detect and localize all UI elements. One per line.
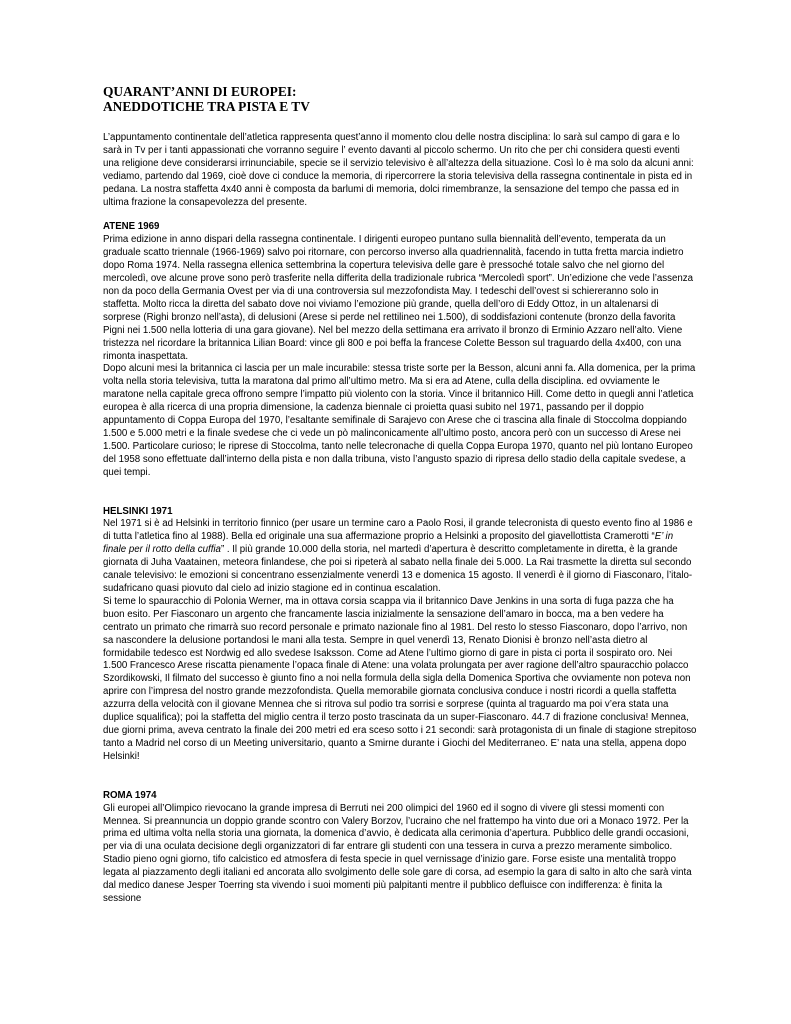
section-heading: ROMA 1974 [103, 789, 157, 801]
section-paragraph: Si teme lo spauracchio di Polonia Werner, ma in ottava corsia scappa via il britannico Dave Jenkins in una sorta di fuga pazza che ha buon esito. Per Fiasconaro un argento che francamente lascia inizialmente la sensazione dell’amaro in bocca, ma a ben vedere ha centrato un primato che rimarrà suo record personale e primato nazionale fino al 1981. Del resto lo stesso Fiasconaro, dopo l’arrivo, non sa nascondere la delusione portandosi le mani alla testa. Sempre in quel venerdì 13, Renato Dionisi è bronzo nell’asta dietro al formidabile tedesco est Nordwig ed allo svedese Isaksson. Come ad Atene l’ultimo giorno di gare in pista ci porta il sospirato oro. Nei 1.500 Francesco Arese riscatta pienamente l’opaca finale di Atene: una volata prolungata per aver ragione dell’altro spauracchio polacco Szordikowski, Il filmato del successo è giunto fino a noi nella formula della sigla della Domenica Sportiva che ovviamente non poteva non aprire con l’impresa del nostro grande mezzofondista. Quella memorabile giornata conclusiva conduce i nostri ricordi a quella staffetta azzurra della velocità con il giovane Mennea che si ritrova sul podio tra sorrisi e sorprese (quinta al traguardo ma poi v’era stata una duplice squalifica); poi la staffetta del miglio centra il terzo posto trascinata da un super-Fiasconaro. 44.7 di frazione conclusiva! Mennea, due giorni prima, aveva centrato la finale dei 200 metri ed era sceso sotto i 21 secondi: sarà protagonista di un finale di stagione strepitoso tanto a Madrid nel corso di un Meeting universitario, quanto a Smirne durante i Giochi del Mediterraneo. E’ nata una stella, appena dopo Helsinki! [103, 595, 697, 762]
section-heading: ATENE 1969 [103, 221, 160, 233]
section-paragraph: Prima edizione in anno dispari della rassegna continentale. I dirigenti europeo puntano sulla biennalità dell’evento, temperata da un graduale scatto triennale (1966-1969) salvo poi ritornare, con percorso inverso alla quadriennalità, facendo in tutta fretta marcia indietro dopo Roma 1974. Nella rassegna ellenica settembrina la copertura televisiva delle gare è pressoché totale salvo che nel giorno del mercoledì, ove alcune prove sono però trasferite nella differita della tradizionale rubrica “Mercoledì sport”. Un’edizione che vede l’assenza non da poco della Germania Ovest per via di una controversia sul mezzofondista May. I tedeschi dell’ovest si schiereranno solo in staffetta. Molto ricca la diretta del sabato dove noi viviamo l’emozione più grande, quella dell’oro di Eddy Ottoz, in un altalenarsi di sorprese (Righi bronzo nell’asta), di delusioni (Arese si perde nel rettilineo nei 1.500), di soddisfazioni contenute (bronzo della favorita Pigni nei 1.500 nella lotteria di una gara giovane). Nel bel mezzo della settimana era arrivato il bronzo di Erminio Azzaro nell’alto. Viene tristezza nel ricordare la britannica Lilian Board: vince gli 800 e poi beffa la francese Colette Besson sul traguardo della 4x400, con una rimonta inaspettata. [103, 234, 693, 362]
section-atene-1969 [103, 221, 697, 479]
document-title [103, 84, 697, 114]
intro-paragraph: L’appuntamento continentale dell’atletica rappresenta quest’anno il momento clou delle nostra disciplina: lo sarà sul campo di gara e lo sarà in Tv per i tanti appassionati che vorranno seguire l’ evento davanti al piccolo schermo. Un rito che per chi considera questi eventi una religione deve considerarsi irrinunciabile, specie se il servizio televisivo è all’altezza della situazione. Così lo è ma solo da alcuni anni: vediamo, partendo dal 1969, cioè dove ci conduce la memoria, di ripercorrere la storia televisiva della rassegna continentale in pista ed in pedana. La nostra staffetta 4x40 anni è composta da barlumi di memoria, dolci rimembranze, la sensazione del tempo che passa ed in ultima frazione la consapevolezza del presente. [103, 132, 694, 208]
section-paragraph: Gli europei all’Olimpico rievocano la grande impresa di Berruti nei 200 olimpici del 1960 ed il sogno di vivere gli stessi momenti con Mennea. Si preannuncia un doppio grande scontro con Valery Borzov, l’ucraino che nel frattempo ha vinto due ori a Monaco 1972. Per la prima ed ultima volta nella storia una giornata, la domenica d’avvio, è dedicata alla cerimonia d’apertura. Pubblico delle grandi occasioni, per via di una oculata decisione degli organizzatori di far entrare gli studenti con una tessera in curva a prezzo meramente simbolico. Stadio pieno ogni giorno, tifo calcistico ed atmosfera di festa specie in quel vernissage d’inizio gare. Forse esiste una mentalità troppo legata al piazzamento degli italiani ed ancorata allo svolgimento delle sole gare di corsa, ad esempio la gara di salto in alto che sarà vinta dal medico danese Jesper Toerring sta vivendo i suoi momenti più palpitanti mentre il pubblico defluisce con indifferenza: è finita la sessione [103, 802, 692, 904]
section-heading: HELSINKI 1971 [103, 505, 173, 517]
section-paragraph: Dopo alcuni mesi la britannica ci lascia per un male incurabile: stessa triste sorte per la Besson, alcuni anni fa. Alla domenica, per la prima volta nella storia televisiva, tutta la maratona dal primo all’ultimo metro. Ma si era ad Atene, culla della disciplina. ed ovviamente le maratone nella capitale greca offrono sempre l’impatto più violento con la storia. Vince il britannico Hill. Come detto in quegli anni l’atletica europea è alla ricerca di una propria dimensione, la cadenza biennale ci proietta quasi subito nel 1971, passando per il doppio appuntamento di Coppa Europa del 1970, l’esaltante semifinale di Sarajevo con Arese che ci trascina alla finale di Stoccolma doppiando 1.500 e 5.000 metri e la finale svedese che ci vede un pò malinconicamente all’ultimo posto, ancora però con un successo di Arese nei 1.500. Particolare curioso; le riprese di Stoccolma, tanto nelle telecronache di quella Coppa Europa 1970, quanto nel più lontano Europeo del 1958 sono effettuate dall’interno della pista e non dalla tribuna, visto l’angusto spazio di ripresa dello stadio della capitale svedese, a quei tempi. [103, 363, 696, 478]
section-helsinki-1971 [103, 506, 697, 764]
section-paragraph [103, 518, 697, 595]
document-page [103, 84, 697, 906]
text-run: ” . Il più grande 10.000 della storia, nel martedì d’apertura è descritto completamente in diretta, è la grande giornata di Juha Vaatainen, meteora finlandese, che poi si ripeterà al sabato nella finale dei 5.000. La Rai trasmette la diretta sul secondo canale televisivo: le emozioni si concentrano essenzialmente venerdì 13 e domenica 15 agosto. Il venerdì è il giorno di Fiasconaro, l’italo-sudafricano quasi piovuto dal cielo ad inizio stagione ed in continua escalation. [103, 544, 693, 594]
section-roma-1974 [103, 790, 697, 906]
title-line-2: ANEDDOTICHE TRA PISTA E TV [103, 99, 310, 114]
text-run: Nel 1971 si è ad Helsinki in territorio finnico (per usare un termine caro a Paolo Rosi, il grande telecronista di questo evento fino al 1986 e di tutta l’atletica fino al 1988). Bella ed originale una sua affermazione proprio a Helsinki a proposito del giavellottista Cramerotti “ [103, 518, 693, 543]
title-line-1: QUARANT’ANNI DI EUROPEI: [103, 84, 297, 99]
italic-quote: E’ in finale per il rotto della cuffia [103, 531, 674, 556]
